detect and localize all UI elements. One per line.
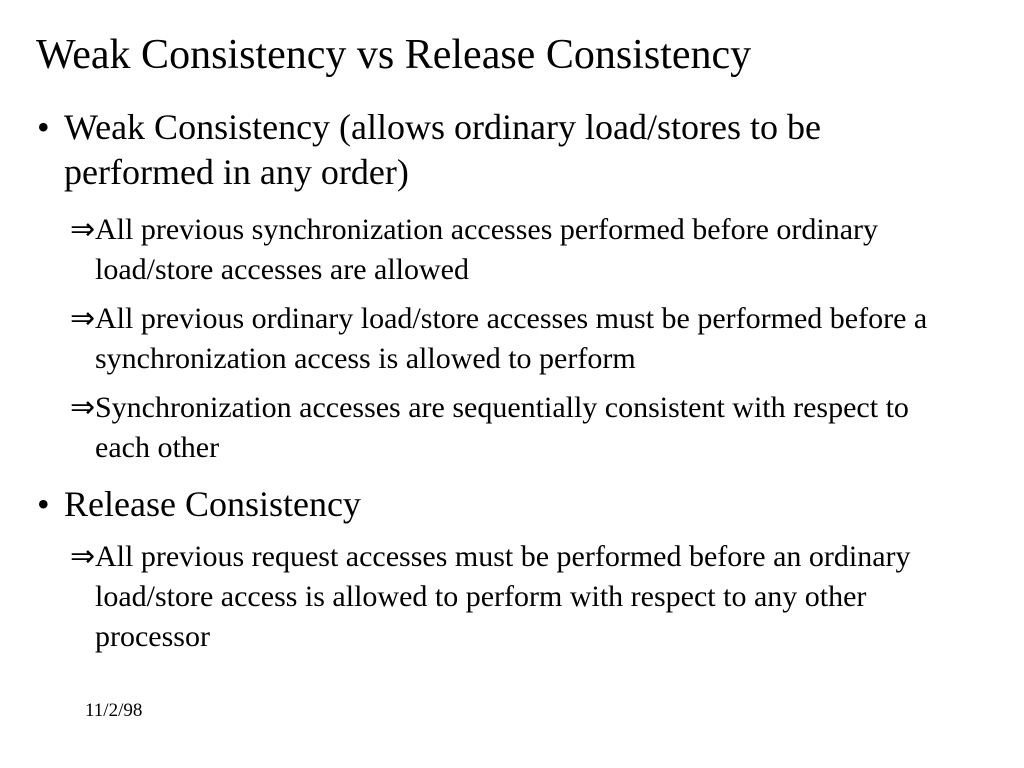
sub-bullet-text: All previous synchronization accesses performed before ordinary load/store accesses are allowed	[95, 213, 879, 286]
bullet-item-release-consistency	[0, 482, 944, 527]
sub-bullet-item	[0, 299, 950, 379]
sub-bullet-group-release-consistency	[0, 537, 950, 666]
sub-bullet-item	[0, 210, 950, 290]
implies-arrow-icon: ⇒	[70, 390, 96, 425]
bullet-icon: •	[37, 484, 50, 524]
sub-bullet-item	[0, 388, 950, 468]
bullet-item-weak-consistency	[0, 105, 944, 195]
bullet-item-text: Release Consistency	[64, 484, 361, 524]
slide-date: 11/2/98	[85, 700, 143, 721]
sub-bullet-text: Synchronization accesses are sequentially consistent with respect to each other	[95, 391, 909, 464]
implies-arrow-icon: ⇒	[70, 212, 96, 247]
sub-bullet-text: All previous request accesses must be performed before an ordinary load/store access is allowed to perform with respect to any other processor	[95, 540, 911, 653]
bullet-icon: •	[37, 107, 50, 147]
bullet-item-text: Weak Consistency (allows ordinary load/stores to be performed in any order)	[64, 107, 821, 192]
sub-bullet-text: All previous ordinary load/store accesses must be performed before a synchronization access is allowed to perform	[95, 302, 928, 375]
implies-arrow-icon: ⇒	[70, 301, 96, 336]
slide-title: Weak Consistency vs Release Consistency	[36, 32, 752, 78]
sub-bullet-item	[0, 537, 950, 657]
sub-bullet-group-weak-consistency	[0, 210, 950, 477]
implies-arrow-icon: ⇒	[70, 539, 96, 574]
